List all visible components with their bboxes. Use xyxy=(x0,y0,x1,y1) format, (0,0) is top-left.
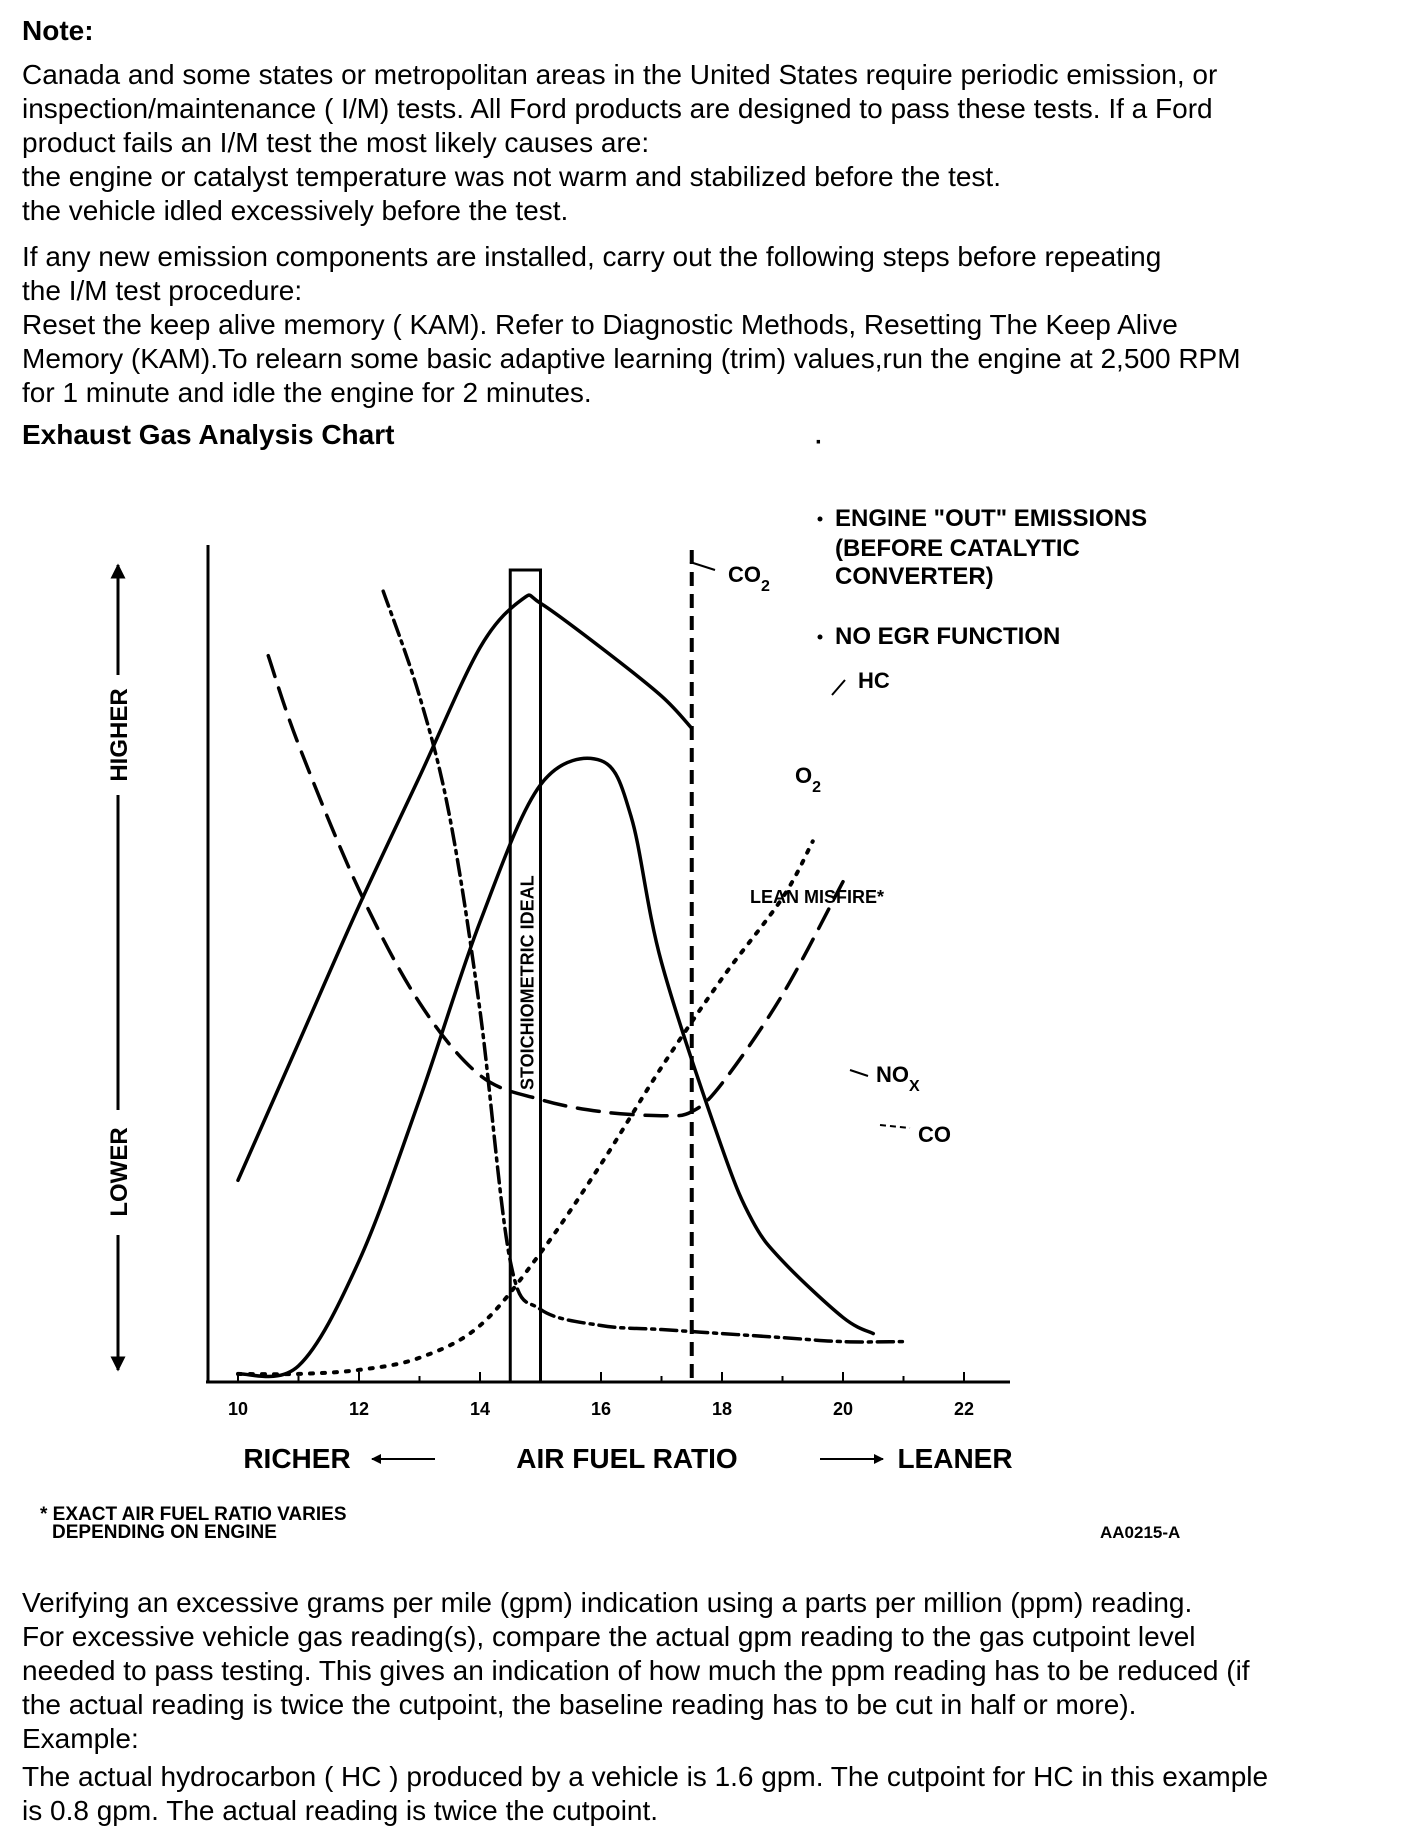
x-tick-label: 22 xyxy=(953,1399,975,1419)
lean-misfire-label: LEAN MISFIRE* xyxy=(750,887,885,907)
text-line: If any new emission components are installed, carry out the following steps before repeating xyxy=(22,241,1162,272)
note-no-egr: NO EGR FUNCTION xyxy=(835,623,1061,650)
series-label-co2: $CO_2$ xyxy=(728,562,770,595)
text-line: For excessive vehicle gas reading(s), compare the actual gpm reading to the gas cutpoint level xyxy=(22,1621,1196,1652)
series-co2-line xyxy=(238,595,692,1180)
note-bullet-1: · xyxy=(815,429,823,456)
text-line: Memory (KAM).To relearn some basic adaptive learning (trim) values,run the engine at 2,500 RPM xyxy=(22,343,1241,374)
co-leader xyxy=(880,1125,910,1128)
text-line: Example: xyxy=(22,1723,139,1754)
text-line: product fails an I/M test the most likely causes are: xyxy=(22,127,650,158)
text-line: The actual hydrocarbon ( HC ) produced by a vehicle is 1.6 gpm. The cutpoint for HC in this example xyxy=(22,1761,1269,1792)
footnote-line-1: * EXACT AIR FUEL RATIO VARIES xyxy=(40,1504,347,1525)
y-low-label: LOWER xyxy=(106,1127,133,1217)
chart-heading: Exhaust Gas Analysis Chart xyxy=(22,419,395,450)
hc-leader xyxy=(832,680,845,695)
text-line: inspection/maintenance ( I/M) tests. All Ford products are designed to pass these tests. If a Ford xyxy=(22,93,1213,124)
text-line: the actual reading is twice the cutpoint, the baseline reading has to be cut in half or more). xyxy=(22,1689,1137,1720)
series-hc-line xyxy=(268,656,843,1116)
text-line: the vehicle idled excessively before the test. xyxy=(22,195,569,226)
text-line: is 0.8 gpm. The actual reading is twice the cutpoint. xyxy=(22,1795,659,1826)
y-high-label: HIGHER xyxy=(106,688,133,782)
x-right-label: LEANER xyxy=(897,1443,1013,1474)
text-line: Canada and some states or metropolitan areas in the United States require periodic emission, or xyxy=(22,59,1218,90)
x-tick-label: 10 xyxy=(227,1399,249,1419)
text-line: Verifying an excessive grams per mile (gpm) indication using a parts per million (ppm) reading. xyxy=(22,1587,1193,1618)
figure-id: AA0215-A xyxy=(1100,1523,1181,1542)
note-engine-out-line-2: (BEFORE CATALYTIC xyxy=(835,535,1080,562)
x-axis-title: AIR FUEL RATIO xyxy=(516,1443,738,1474)
note-heading: Note: xyxy=(22,15,94,46)
series-nox-line xyxy=(238,758,873,1376)
series-label-co: CO xyxy=(918,1122,951,1147)
x-tick-label: 12 xyxy=(348,1399,370,1419)
text-line: needed to pass testing. This gives an indication of how much the ppm reading has to be reduced (if xyxy=(22,1655,1250,1686)
stoichiometric-label: STOICHIOMETRIC IDEAL xyxy=(517,875,538,1090)
co2-leader xyxy=(690,562,715,570)
footnote-line-2: DEPENDING ON ENGINE xyxy=(52,1522,277,1543)
series-co-line xyxy=(383,591,903,1342)
series-label-hc: HC xyxy=(858,668,890,693)
text-line: the I/M test procedure: xyxy=(22,275,303,306)
x-tick-label: 14 xyxy=(469,1399,491,1419)
series-label-nox: $NO_X$ xyxy=(876,1062,920,1095)
text-line: for 1 minute and idle the engine for 2 minutes. xyxy=(22,377,592,408)
x-tick-label: 18 xyxy=(711,1399,733,1419)
x-tick-label: 20 xyxy=(832,1399,854,1419)
nox-leader xyxy=(850,1070,868,1076)
series-label-o2: $O_2$ xyxy=(795,763,822,796)
note-bullet-dot-2 xyxy=(818,635,823,640)
text-line: Reset the keep alive memory ( KAM). Refer to Diagnostic Methods, Resetting The Keep Alive xyxy=(22,309,1178,340)
x-tick-label: 16 xyxy=(590,1399,612,1419)
note-bullet-dot-1 xyxy=(818,517,823,522)
text-line: the engine or catalyst temperature was not warm and stabilized before the test. xyxy=(22,161,1001,192)
x-left-label: RICHER xyxy=(243,1443,351,1474)
note-engine-out-line-1: ENGINE "OUT" EMISSIONS xyxy=(835,505,1148,532)
note-engine-out-line-3: CONVERTER) xyxy=(835,563,994,590)
